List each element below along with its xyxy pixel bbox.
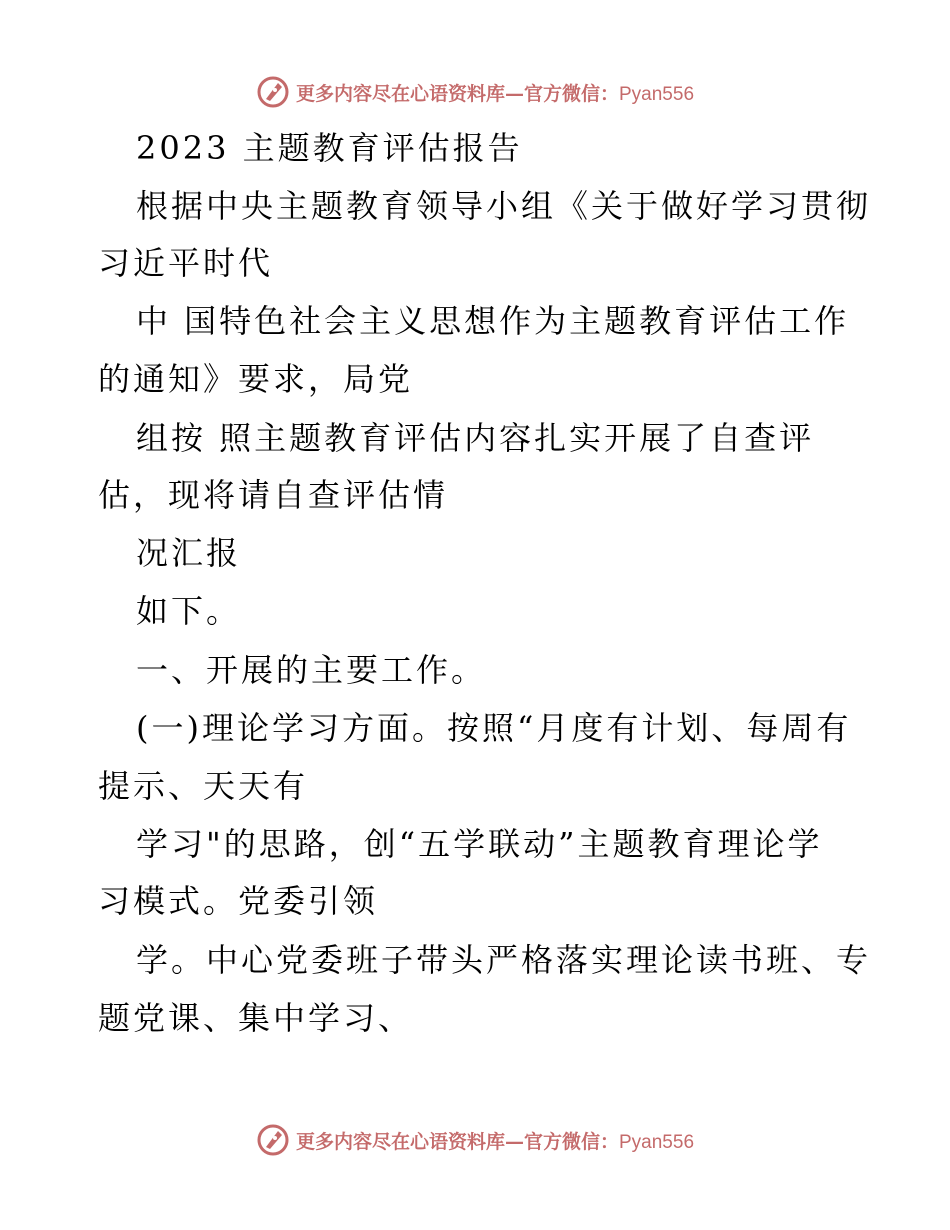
body-line: 学。中心党委班子带头严格落实理论读书班、专 [136, 941, 872, 979]
document-title: 2023 主题教育评估报告 [136, 129, 523, 167]
pen-nib-circle-icon [256, 1123, 290, 1157]
body-line: 根据中央主题教育领导小组《关于做好学习贯彻 [136, 187, 872, 225]
body-line: 估，现将请自查评估情 [98, 476, 449, 514]
watermark-handle: Pyan556 [619, 1131, 695, 1153]
pen-nib-circle-icon [256, 75, 290, 109]
footer-watermark [0, 1120, 950, 1160]
body-line: 学习"的思路，创“五学联动”主题教育理论学 [136, 825, 823, 863]
body-line: 如下。 [136, 592, 242, 630]
body-line: 中 国特色社会主义思想作为主题教育评估工作 [136, 302, 850, 340]
body-line: 题党课、集中学习、 [98, 999, 414, 1037]
body-line: 的通知》要求，局党 [98, 360, 414, 398]
watermark-text: 更多内容尽在心语资料库—官方微信：Pyan556 [295, 1130, 695, 1153]
body-line: 习近平时代 [98, 244, 274, 282]
body-line: 习模式。党委引领 [98, 882, 379, 920]
watermark-handle: Pyan556 [619, 83, 695, 105]
watermark-text: 更多内容尽在心语资料库—官方微信：Pyan556 [295, 82, 695, 105]
body-line: 况汇报 [136, 534, 242, 572]
header-watermark [0, 72, 950, 112]
body-line: 组按 照主题教育评估内容扎实开展了自查评 [136, 419, 815, 457]
body-line: 提示、天天有 [98, 767, 309, 805]
section-heading: 一、开展的主要工作。 [136, 651, 487, 689]
body-line: (一)理论学习方面。按照“月度有计划、每周有 [136, 709, 852, 747]
